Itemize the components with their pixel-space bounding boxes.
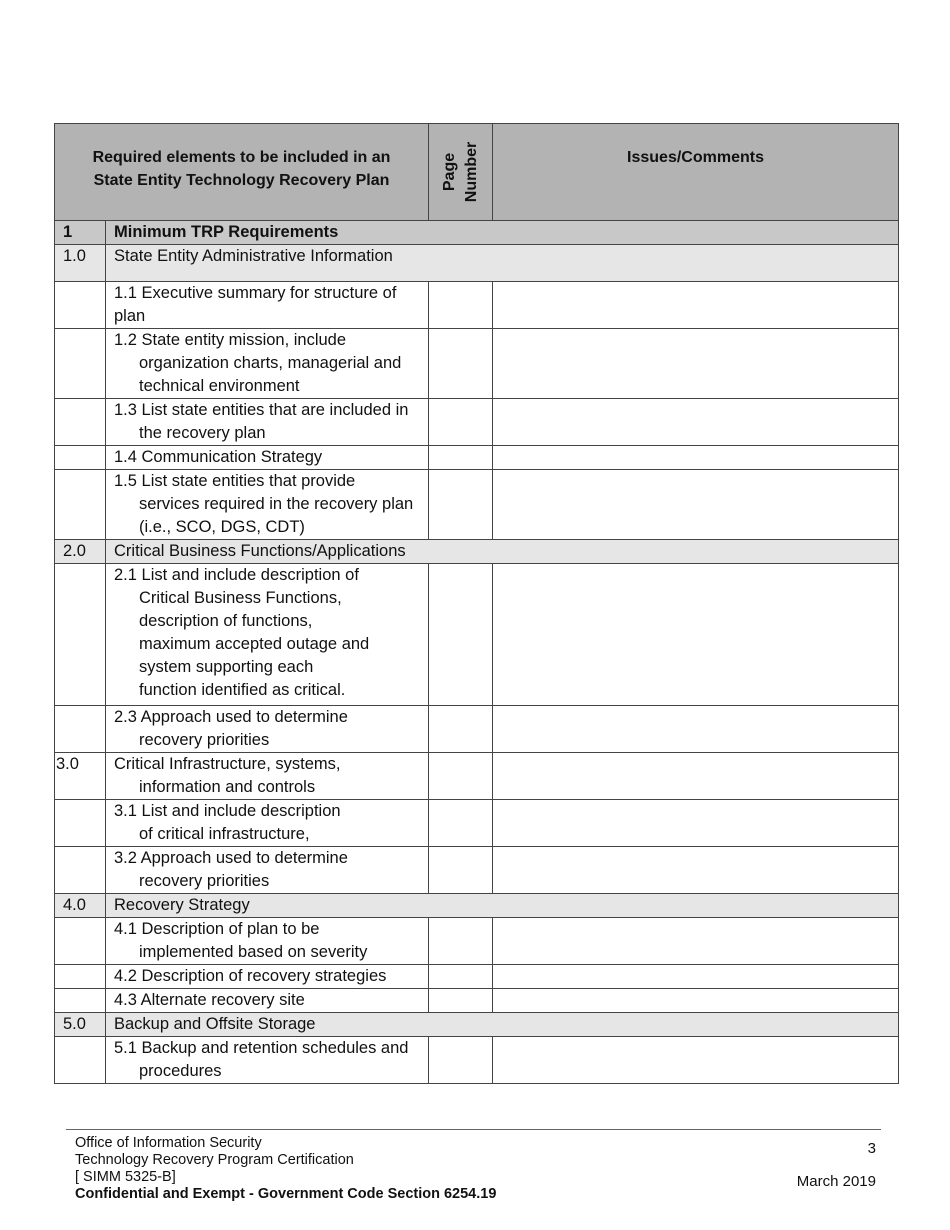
section-row-2-0 xyxy=(55,540,899,564)
table-row xyxy=(55,470,899,540)
min-requirements-number: 1 xyxy=(55,221,106,245)
header-requirements-cell xyxy=(55,124,429,221)
requirement-cell xyxy=(106,470,429,540)
table-row xyxy=(55,399,899,446)
issues-cell[interactable] xyxy=(493,446,899,470)
row-number-cell xyxy=(55,399,106,446)
section-row-5-0 xyxy=(55,1013,899,1037)
requirement-text-cont: services required in the recovery plan (i.e., SCO, DGS, CDT) xyxy=(139,495,414,536)
table-row xyxy=(55,989,899,1013)
row-number-cell xyxy=(55,800,106,847)
section-number: 1.0 xyxy=(55,245,106,282)
table-row xyxy=(55,1037,899,1084)
table-header-row xyxy=(55,124,899,221)
requirement-text: 3.2 Approach used to determine xyxy=(114,849,348,867)
requirement-cell xyxy=(106,706,429,753)
row-number-cell xyxy=(55,989,106,1013)
requirement-text-cont: of critical infrastructure, xyxy=(139,825,310,843)
footer-office: Office of Information Security xyxy=(75,1135,262,1151)
page-number-cell[interactable] xyxy=(429,847,493,894)
header-page-number-cell xyxy=(429,124,493,221)
header-issues-label: Issues/Comments xyxy=(627,149,764,166)
issues-cell[interactable] xyxy=(493,847,899,894)
row-number-cell: 3.0 xyxy=(55,753,106,800)
table-row xyxy=(55,282,899,329)
requirement-text: 1.1 Executive summary for structure of xyxy=(114,284,397,302)
page-number-cell[interactable] xyxy=(429,399,493,446)
section-title: Critical Business Functions/Applications xyxy=(106,540,899,564)
footer-info xyxy=(75,1135,496,1203)
requirement-text: 1.4 Communication Strategy xyxy=(114,448,323,466)
requirement-text-cont: the recovery plan xyxy=(139,424,266,442)
row-number-cell xyxy=(55,1037,106,1084)
requirement-cell xyxy=(106,329,429,399)
section-number: 2.0 xyxy=(55,540,106,564)
page-number-cell[interactable] xyxy=(429,800,493,847)
section-title: Recovery Strategy xyxy=(106,894,899,918)
row-number-cell xyxy=(55,470,106,540)
table-row xyxy=(55,965,899,989)
issues-cell[interactable] xyxy=(493,918,899,965)
section-number: 5.0 xyxy=(55,1013,106,1037)
footer-confidential: Confidential and Exempt - Government Code Section 6254.19 xyxy=(75,1186,497,1202)
min-requirements-label: Minimum TRP Requirements xyxy=(106,221,899,245)
table-row xyxy=(55,446,899,470)
requirement-text: 3.1 List and include description xyxy=(114,802,341,820)
footer-page-number: 3 xyxy=(867,1140,876,1157)
footer-date: March 2019 xyxy=(796,1173,876,1190)
page-number-cell[interactable] xyxy=(429,282,493,329)
row-number-cell xyxy=(55,706,106,753)
requirement-cell xyxy=(106,564,429,706)
requirement-text-cont: recovery priorities xyxy=(139,872,270,890)
table-row xyxy=(55,329,899,399)
header-page-number-label: Page Number xyxy=(440,141,480,203)
requirement-cell xyxy=(106,918,429,965)
row-number-cell xyxy=(55,329,106,399)
footer-simm: [ SIMM 5325-B] xyxy=(75,1169,176,1185)
issues-cell[interactable] xyxy=(493,706,899,753)
table-row xyxy=(55,706,899,753)
issues-cell[interactable] xyxy=(493,329,899,399)
page-number-cell[interactable] xyxy=(429,329,493,399)
header-issues-cell xyxy=(493,124,899,221)
requirement-text-cont: plan xyxy=(114,307,146,325)
issues-cell[interactable] xyxy=(493,399,899,446)
section-row-1-0 xyxy=(55,245,899,282)
requirement-text: 1.3 List state entities that are included in xyxy=(114,401,409,419)
min-requirements-row xyxy=(55,221,899,245)
table-row xyxy=(55,847,899,894)
row-number-cell xyxy=(55,965,106,989)
page-footer xyxy=(66,1129,881,1202)
requirement-cell xyxy=(106,1037,429,1084)
requirement-text: 1.2 State entity mission, include xyxy=(114,331,347,349)
requirement-cell xyxy=(106,847,429,894)
page-number-cell[interactable] xyxy=(429,965,493,989)
page-number-cell[interactable] xyxy=(429,918,493,965)
row-number-cell xyxy=(55,564,106,706)
requirement-text: 2.3 Approach used to determine xyxy=(114,708,348,726)
page-number-cell[interactable] xyxy=(429,753,493,800)
table-row xyxy=(55,753,899,800)
requirement-text: Critical Infrastructure, systems, xyxy=(114,755,341,773)
requirement-text: 4.3 Alternate recovery site xyxy=(114,991,305,1009)
table-row xyxy=(55,564,899,706)
page-number-cell[interactable] xyxy=(429,446,493,470)
page-number-cell[interactable] xyxy=(429,564,493,706)
row-number-cell xyxy=(55,847,106,894)
requirement-text-cont: implemented based on severity xyxy=(139,943,368,961)
requirement-cell xyxy=(106,399,429,446)
requirement-text-cont: recovery priorities xyxy=(139,731,270,749)
requirement-text: 2.1 List and include description of xyxy=(114,566,359,584)
issues-cell[interactable] xyxy=(493,1037,899,1084)
issues-cell[interactable] xyxy=(493,989,899,1013)
requirement-text: 1.5 List state entities that provide xyxy=(114,472,356,490)
page-number-cell[interactable] xyxy=(429,706,493,753)
requirement-text-cont: information and controls xyxy=(139,778,316,796)
section-number: 4.0 xyxy=(55,894,106,918)
issues-cell[interactable] xyxy=(493,282,899,329)
issues-cell[interactable] xyxy=(493,564,899,706)
footer-program: Technology Recovery Program Certification xyxy=(75,1152,354,1168)
issues-cell[interactable] xyxy=(493,753,899,800)
issues-cell[interactable] xyxy=(493,470,899,540)
issues-cell[interactable] xyxy=(493,965,899,989)
section-row-4-0 xyxy=(55,894,899,918)
requirement-text: 4.2 Description of recovery strategies xyxy=(114,967,387,985)
row-number-cell xyxy=(55,918,106,965)
requirement-cell xyxy=(106,800,429,847)
requirement-cell xyxy=(106,753,429,800)
table-row xyxy=(55,800,899,847)
row-number-cell xyxy=(55,282,106,329)
requirement-text: 4.1 Description of plan to be xyxy=(114,920,320,938)
page-number-cell[interactable] xyxy=(429,1037,493,1084)
issues-cell[interactable] xyxy=(493,800,899,847)
requirement-text: 5.1 Backup and retention schedules and xyxy=(114,1039,409,1057)
requirement-cell xyxy=(106,282,429,329)
requirement-text-cont: organization charts, managerial and technical environment xyxy=(139,354,402,395)
page-number-cell[interactable] xyxy=(429,470,493,540)
table-row xyxy=(55,918,899,965)
section-title: State Entity Administrative Information xyxy=(106,245,899,282)
row-number-cell xyxy=(55,446,106,470)
requirement-text-cont: Critical Business Functions, description of functions, maximum accepted outage and system supporting each function identified as critical. xyxy=(139,589,370,699)
requirement-cell xyxy=(106,446,429,470)
requirement-text-cont: procedures xyxy=(139,1062,222,1080)
requirement-cell xyxy=(106,965,429,989)
section-title: Backup and Offsite Storage xyxy=(106,1013,899,1037)
trp-requirements-table xyxy=(54,123,899,1084)
page-number-cell[interactable] xyxy=(429,989,493,1013)
header-requirements-label: Required elements to be included in an State Entity Technology Recovery Plan xyxy=(92,149,391,189)
requirement-cell xyxy=(106,989,429,1013)
